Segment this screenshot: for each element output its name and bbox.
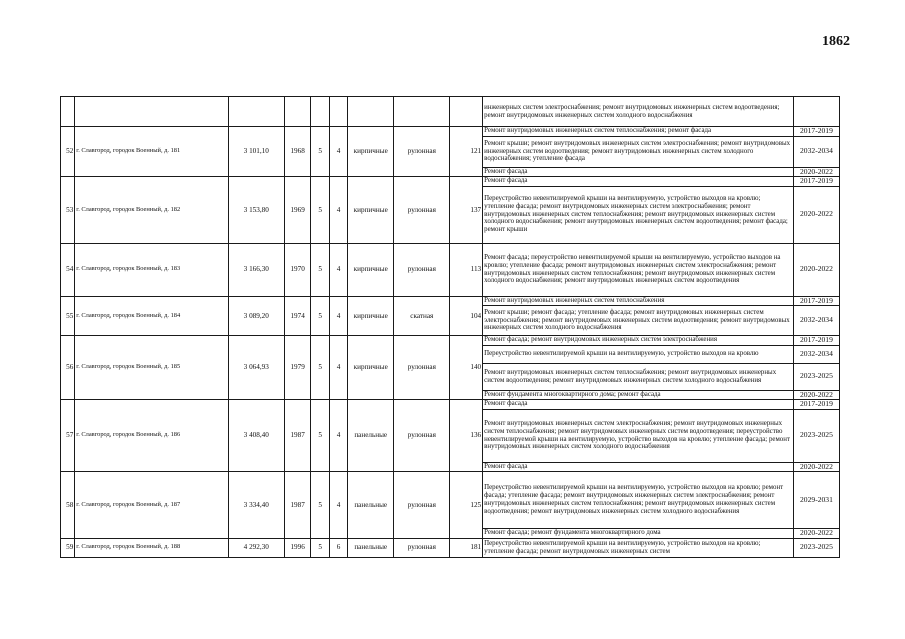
work-description: Ремонт фасада; ремонт фундамента многоквартирного дома [483,529,794,539]
table-row [61,243,840,296]
table-row [61,472,840,529]
floor-count: 5 [311,243,329,296]
house-area: 3 064,93 [228,336,284,400]
table-row [61,336,840,346]
period-cell: 2020-2022 [793,243,839,296]
house-area: 3 089,20 [228,296,284,336]
cell-empty [348,97,394,127]
wall-material: кирпичные [348,243,394,296]
work-description: инженерных систем электроснабжения; ремонт внутридомовых инженерных систем водоотведения; ремонт внутридомовых инженерных систем холодного водоснабжения [483,97,794,127]
period-cell: 2032-2034 [793,136,839,167]
wall-material: кирпичные [348,127,394,177]
roof-type: рулонная [394,177,450,244]
entrance-count: 4 [329,472,347,539]
work-description: Ремонт крыши; ремонт внутридомовых инженерных систем электроснабжения; ремонт внутридомовых инженерных систем водоотведения; ремонт внутридомовых инженерных систем холодного водоснабжения; утепление фасада [483,136,794,167]
period-cell: 2020-2022 [793,529,839,539]
work-description: Ремонт внутридомовых инженерных систем теплоснабжения; ремонт внутридомовых инженерных систем водоотведения; ремонт внутридомовых инженерных систем холодного водоснабжения [483,363,794,390]
roof-type: рулонная [394,538,450,557]
period-cell: 2023-2025 [793,409,839,462]
house-address: г. Славгород, городок Военный, д. 183 [75,243,228,296]
period-cell: 2017-2019 [793,296,839,306]
period-cell: 2017-2019 [793,400,839,410]
page-number: 1862 [822,34,850,49]
wall-material: кирпичные [348,177,394,244]
house-area: 3 408,40 [228,400,284,472]
cell-empty [450,97,483,127]
house-area: 4 292,30 [228,538,284,557]
period-cell: 2020-2022 [793,186,839,243]
entrance-count: 4 [329,400,347,472]
period-cell [793,97,839,127]
roof-type: рулонная [394,127,450,177]
work-description: Ремонт фасада [483,400,794,410]
house-number: 58 [61,472,75,539]
work-description: Переустройство невентилируемой крыши на вентилируемую, устройство выходов на кровлю; утепление фасада; ремонт внутридомовых инженерных систем электроснабжения; ремонт внутридомовых инженерных систем теплоснабжения; ремонт внутридомовых инженерных систем холодного водоснабжения; ремонт внутридомовых инженерных систем водоотведения; ремонт фасада; ремонт крыши [483,186,794,243]
build-year: 1968 [284,127,311,177]
work-description: Ремонт фасада; ремонт внутридомовых инженерных систем электроснабжения [483,336,794,346]
floor-count: 5 [311,400,329,472]
apartment-count: 136 [450,400,483,472]
apartment-count: 121 [450,127,483,177]
entrance-count: 4 [329,336,347,400]
work-description: Переустройство невентилируемой крыши на вентилируемую, устройство выходов на кровлю; утепление фасада; ремонт внутридомовых инженерных систем [483,538,794,557]
house-area: 3 153,80 [228,177,284,244]
build-year: 1969 [284,177,311,244]
entrance-count: 4 [329,296,347,336]
table-body [61,97,840,558]
house-address: г. Славгород, городок Военный, д. 181 [75,127,228,177]
roof-type: скатная [394,296,450,336]
table-row [61,400,840,410]
apartment-count: 137 [450,177,483,244]
work-description: Ремонт фундамента многоквартирного дома; ремонт фасада [483,390,794,400]
roof-type: рулонная [394,472,450,539]
house-address: г. Славгород, городок Военный, д. 188 [75,538,228,557]
house-number: 54 [61,243,75,296]
wall-material: кирпичные [348,336,394,400]
period-cell: 2017-2019 [793,177,839,187]
cell-empty [311,97,329,127]
house-address: г. Славгород, городок Военный, д. 186 [75,400,228,472]
work-description: Ремонт внутридомовых инженерных систем теплоснабжения; ремонт фасада [483,127,794,137]
period-cell: 2023-2025 [793,538,839,557]
house-area: 3 334,40 [228,472,284,539]
period-cell: 2017-2019 [793,127,839,137]
period-cell: 2032-2034 [793,306,839,336]
cell-empty [228,97,284,127]
entrance-count: 4 [329,127,347,177]
wall-material: панельные [348,400,394,472]
apartment-count: 125 [450,472,483,539]
build-year: 1979 [284,336,311,400]
continuation-row [61,97,840,127]
floor-count: 5 [311,296,329,336]
apartment-count: 104 [450,296,483,336]
work-description: Ремонт фасада [483,167,794,177]
table-row [61,538,840,557]
roof-type: рулонная [394,400,450,472]
roof-type: рулонная [394,336,450,400]
house-number: 52 [61,127,75,177]
table-row [61,177,840,187]
capital-repair-table [60,96,840,558]
work-description: Ремонт внутридомовых инженерных систем электроснабжения; ремонт внутридомовых инженерных систем теплоснабжения; ремонт внутридомовых инженерных систем водоотведения; переустройство невентилируемой крыши на вентилируемую, устройство выходов на кровлю; утепление фасада; ремонт внутридомовых инженерных систем холодного водоснабжения [483,409,794,462]
period-cell: 2032-2034 [793,345,839,363]
entrance-count: 6 [329,538,347,557]
entrance-count: 4 [329,243,347,296]
apartment-count: 181 [450,538,483,557]
cell-empty [284,97,311,127]
period-cell: 2023-2025 [793,363,839,390]
house-address: г. Славгород, городок Военный, д. 187 [75,472,228,539]
house-area: 3 166,30 [228,243,284,296]
period-cell: 2020-2022 [793,462,839,472]
cell-empty [329,97,347,127]
wall-material: панельные [348,472,394,539]
apartment-count: 140 [450,336,483,400]
house-number: 57 [61,400,75,472]
period-cell: 2020-2022 [793,390,839,400]
work-description: Ремонт фасада [483,177,794,187]
work-description: Ремонт фасада [483,462,794,472]
work-description: Переустройство невентилируемой крыши на вентилируемую, устройство выходов на кровлю [483,345,794,363]
cell-empty [394,97,450,127]
floor-count: 5 [311,177,329,244]
cell-empty [61,97,75,127]
work-description: Ремонт внутридомовых инженерных систем теплоснабжения [483,296,794,306]
floor-count: 5 [311,472,329,539]
work-description: Ремонт фасада; переустройство невентилируемой крыши на вентилируемую, устройство выходов на кровлю; утепление фасада; ремонт внутридомовых инженерных систем электроснабжения; ремонт внутридомовых инженерных систем теплоснабжения; ремонт внутридомовых инженерных систем холодного водоснабжения; ремонт внутридомовых инженерных систем водоотведения [483,243,794,296]
floor-count: 5 [311,127,329,177]
house-number: 59 [61,538,75,557]
floor-count: 5 [311,336,329,400]
house-address: г. Славгород, городок Военный, д. 182 [75,177,228,244]
wall-material: кирпичные [348,296,394,336]
build-year: 1996 [284,538,311,557]
build-year: 1987 [284,472,311,539]
house-address: г. Славгород, городок Военный, д. 184 [75,296,228,336]
period-cell: 2029-2031 [793,472,839,529]
wall-material: панельные [348,538,394,557]
entrance-count: 4 [329,177,347,244]
house-area: 3 101,10 [228,127,284,177]
house-number: 55 [61,296,75,336]
floor-count: 5 [311,538,329,557]
cell-empty [75,97,228,127]
build-year: 1970 [284,243,311,296]
build-year: 1987 [284,400,311,472]
work-description: Ремонт крыши; ремонт фасада; утепление фасада; ремонт внутридомовых инженерных систем электроснабжения; ремонт внутридомовых инженерных систем водоотведения; ремонт внутридомовых инженерных систем холодного водоснабжения [483,306,794,336]
build-year: 1974 [284,296,311,336]
table-row [61,127,840,137]
work-description: Переустройство невентилируемой крыши на вентилируемую, устройство выходов на кровлю; ремонт фасада; утепление фасада; ремонт внутридомовых инженерных систем электроснабжения; ремонт внутридомовых инженерных систем теплоснабжения; ремонт внутридомовых инженерных систем водоотведения; ремонт внутридомовых инженерных систем холодного водоснабжения [483,472,794,529]
house-address: г. Славгород, городок Военный, д. 185 [75,336,228,400]
roof-type: рулонная [394,243,450,296]
period-cell: 2017-2019 [793,336,839,346]
house-number: 53 [61,177,75,244]
table-row [61,296,840,306]
house-number: 56 [61,336,75,400]
apartment-count: 113 [450,243,483,296]
period-cell: 2020-2022 [793,167,839,177]
